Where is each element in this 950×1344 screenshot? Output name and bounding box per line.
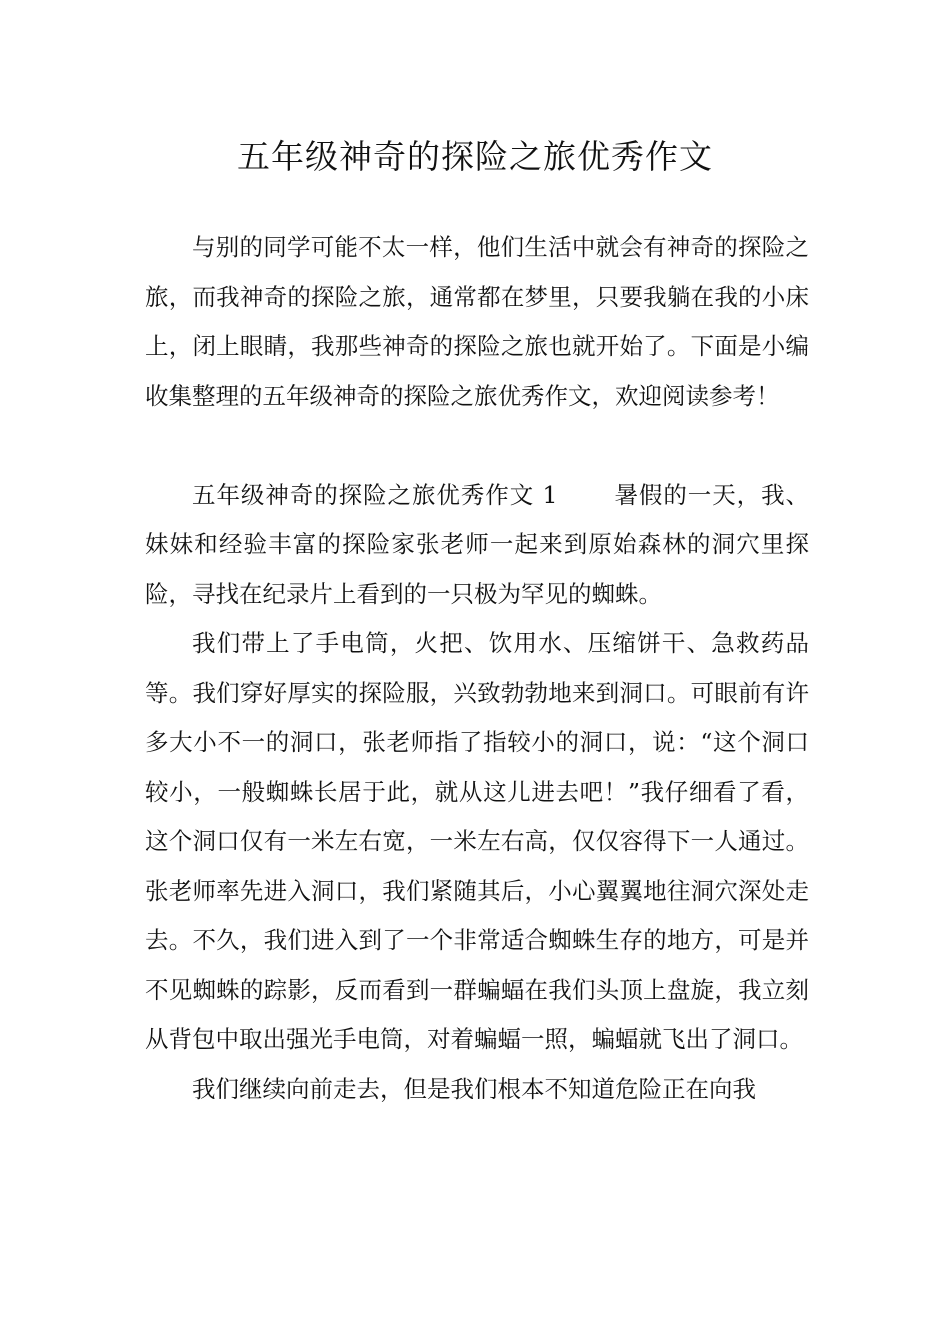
- essay-first-paragraph: [145, 471, 809, 620]
- intro-paragraph: 与别的同学可能不太一样，他们生活中就会有神奇的探险之旅，而我神奇的探险之旅，通常都在梦里，只要我躺在我的小床上，闭上眼睛，我那些神奇的探险之旅也就开始了。下面是小编收集整理的五年级神奇的探险之旅优秀作文，欢迎阅读参考！: [145, 233, 809, 410]
- essay-first-text: 暑假的一天，我、妹妹和经验丰富的探险家张老师一起来到原始森林的洞穴里探险，寻找在纪录片上看到的一只极为罕见的蜘蛛。: [145, 480, 810, 608]
- paragraph-gap: [145, 421, 809, 471]
- document-body: [145, 223, 809, 1114]
- document-title: 五年级神奇的探险之旅优秀作文: [237, 137, 713, 176]
- body-paragraph: 我们带上了手电筒，火把、饮用水、压缩饼干、急救药品等。我们穿好厚实的探险服，兴致勃勃地来到洞口。可眼前有许多大小不一的洞口，张老师指了指较小的洞口，说：“这个洞口较小，一般蜘蛛长居于此，就从这儿进去吧！”我仔细看了看，这个洞口仅有一米左右宽，一米左右高，仅仅容得下一人通过。张老师率先进入洞口，我们紧随其后，小心翼翼地往洞穴深处走去。不久，我们进入到了一个非常适合蜘蛛生存的地方，可是并不见蜘蛛的踪影，反而看到一群蝙蝠在我们头顶上盘旋，我立刻从背包中取出强光手电筒，对着蝙蝠一照，蝙蝠就飞出了洞口。: [145, 629, 809, 1053]
- essay-heading: 五年级神奇的探险之旅优秀作文 1: [192, 480, 558, 509]
- body-paragraph: 我们继续向前走去，但是我们根本不知道危险正在向我: [192, 1074, 756, 1103]
